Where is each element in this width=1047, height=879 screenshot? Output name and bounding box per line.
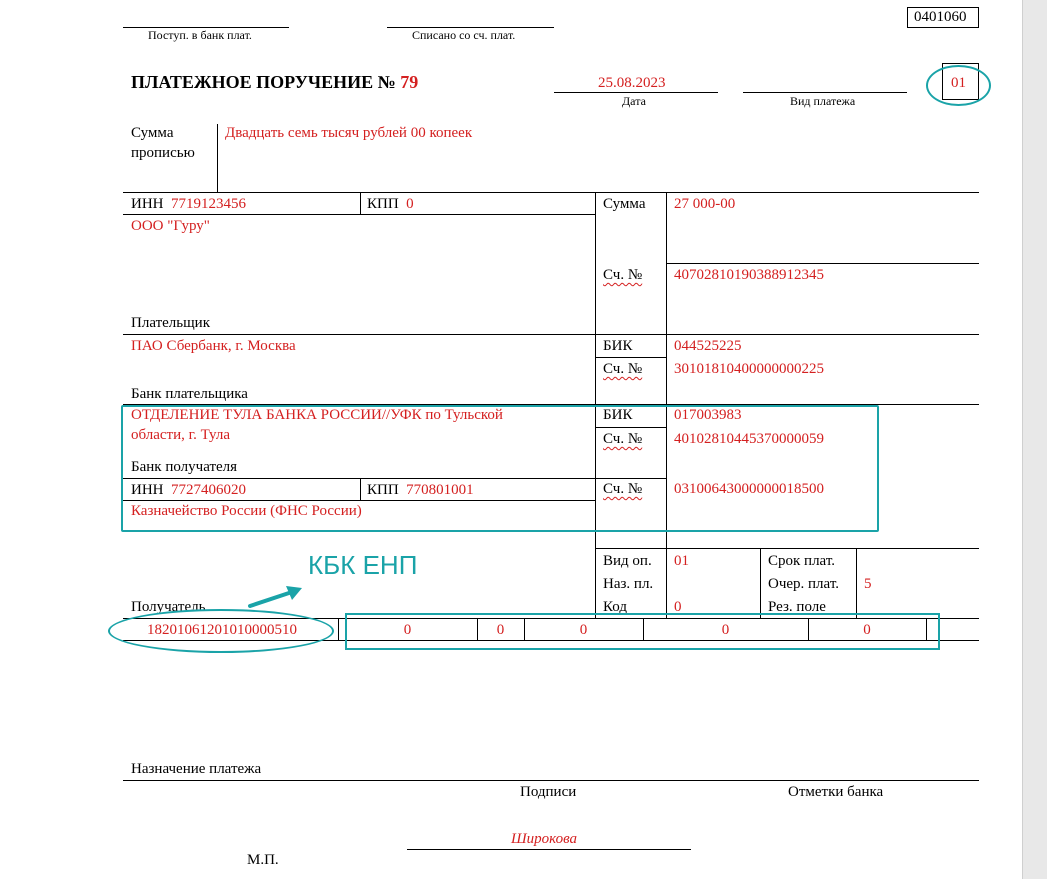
priority-value: 5 — [864, 576, 872, 592]
doc-date-value: 0 — [863, 622, 871, 638]
grid-v-op-values — [666, 548, 667, 618]
kbk-value: 18201061201010000510 — [147, 622, 297, 638]
payee-bank-bik-label: БИК — [603, 407, 633, 423]
code-value: 0 — [674, 599, 682, 615]
grid-v-op-mid — [760, 548, 761, 618]
bank-marks-label: Отметки банка — [788, 784, 884, 800]
signature-line — [407, 849, 691, 850]
sum-label: Сумма — [603, 196, 646, 212]
grid-line-top — [123, 192, 979, 193]
payer-bank-name: ПАО Сбербанк, г. Москва — [131, 338, 296, 354]
payer-bank-account-label: Сч. № — [603, 361, 643, 377]
amount-words-divider — [217, 124, 218, 192]
payer-label: Плательщик — [131, 315, 210, 331]
sum-value: 27 000-00 — [674, 196, 736, 212]
period-value: 0 — [579, 622, 588, 638]
op-type: 01 — [674, 553, 689, 569]
annotation-arrow-icon — [246, 584, 308, 610]
payee-bank-name-2: области, г. Тула — [131, 427, 231, 443]
payer-account-label: Сч. № — [603, 267, 643, 283]
form-code: 0401060 — [914, 9, 967, 25]
status-code: 01 — [951, 75, 966, 91]
grid-line-inn — [123, 214, 595, 215]
payee-highlight-box — [121, 405, 879, 532]
payer-kpp: КПП 0 — [367, 196, 414, 212]
order-date: 25.08.2023 — [598, 75, 666, 91]
order-title: ПЛАТЕЖНОЕ ПОРУЧЕНИЕ № 79 — [131, 72, 419, 92]
order-number: 79 — [400, 72, 419, 92]
amount-words-value: Двадцать семь тысяч рублей 00 копеек — [225, 125, 473, 141]
signature-value: Широкова — [511, 831, 577, 847]
payee-account-label: Сч. № — [603, 481, 643, 497]
tax-fields-highlight-box — [345, 613, 940, 650]
purpose-code-label: Наз. пл. — [603, 576, 654, 592]
doc-number-value: 0 — [721, 622, 730, 638]
payer-name: ООО "Гуру" — [131, 218, 210, 234]
received-label: Поступ. в банк плат. — [148, 28, 252, 42]
amount-words-label-2: прописью — [131, 145, 195, 161]
basis-value: 0 — [496, 622, 505, 638]
payment-type-label: Вид платежа — [790, 94, 856, 108]
code-label: Код — [603, 599, 627, 615]
purpose-label: Назначение платежа — [131, 761, 262, 777]
payee-bank-label: Банк получателя — [131, 459, 238, 475]
stamp-label: М.П. — [247, 852, 279, 868]
payee-bank-bik: 017003983 — [674, 407, 742, 423]
grid-line-payer — [123, 334, 979, 335]
kbk-highlight-ellipse — [108, 609, 334, 653]
grid-line-operation — [595, 548, 979, 549]
op-type-label: Вид оп. — [603, 553, 652, 569]
payee-bank-account-label: Сч. № — [603, 431, 643, 447]
kbk-annotation-label: КБК ЕНП — [308, 550, 418, 580]
grid-line-bik1 — [595, 357, 666, 358]
amount-words-label-1: Сумма — [131, 125, 174, 141]
debited-label: Списано со сч. плат. — [412, 28, 516, 42]
status-highlight-ellipse — [926, 65, 991, 106]
grid-line-sum — [666, 263, 979, 264]
priority-label: Очер. плат. — [768, 576, 839, 592]
date-label: Дата — [622, 94, 646, 108]
payer-bank-label: Банк плательщика — [131, 386, 248, 402]
date-line — [554, 92, 718, 93]
payer-bank-account: 30101810400000000225 — [674, 361, 824, 377]
oktmo-value: 0 — [403, 622, 412, 638]
reserve-label: Рез. поле — [768, 599, 826, 615]
payee-bank-name-1: ОТДЕЛЕНИЕ ТУЛА БАНКА РОССИИ//УФК по Тульской — [131, 407, 503, 423]
payee-bank-account: 40102810445370000059 — [674, 431, 824, 447]
payer-account: 40702810190388912345 — [674, 267, 824, 283]
grid-v-op-right — [856, 548, 857, 618]
payee-kpp: КПП 770801001 — [367, 482, 474, 498]
purpose-line — [123, 780, 979, 781]
deadline-label: Срок плат. — [768, 553, 836, 569]
payee-label: Получатель — [131, 599, 206, 615]
payee-inn: ИНН 7727406020 — [131, 482, 246, 498]
payment-type-line — [743, 92, 907, 93]
payer-inn: ИНН 7719123456 — [131, 196, 246, 212]
payee-name: Казначейство России (ФНС России) — [131, 503, 362, 519]
signatures-label: Подписи — [520, 784, 577, 800]
grid-v-op-left — [595, 548, 596, 618]
grid-inn-kpp-divider — [360, 192, 361, 214]
payee-account: 03100643000000018500 — [674, 481, 824, 497]
payer-bank-bik-label: БИК — [603, 338, 633, 354]
payer-bank-bik: 044525225 — [674, 338, 742, 354]
